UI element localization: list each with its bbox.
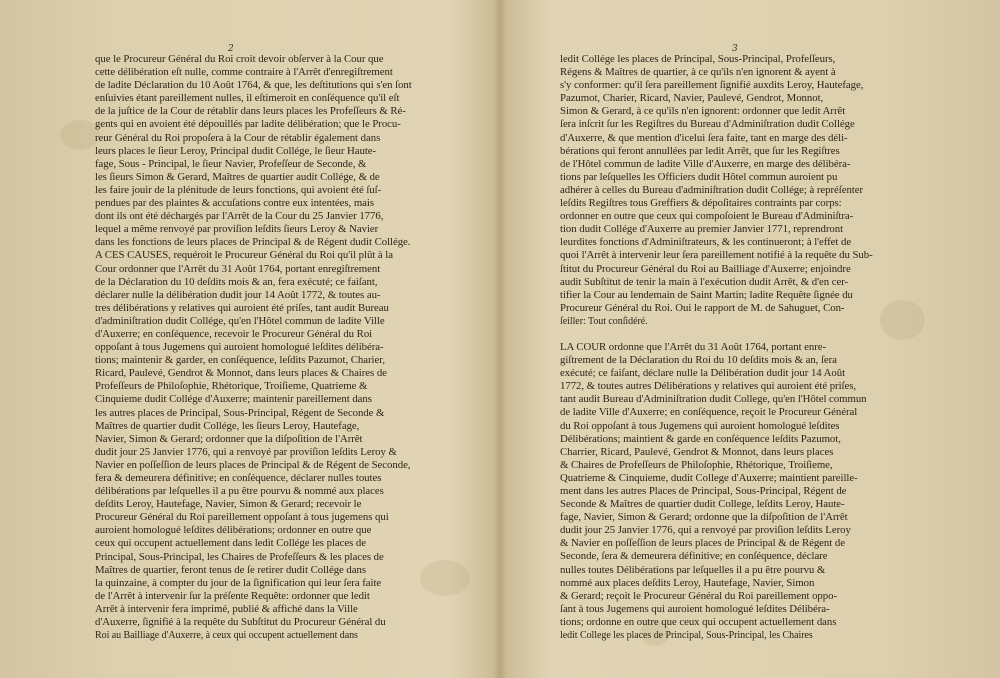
text-line: Seconde, ſera & demeurera définitive; en conſéquence, déclare [560, 551, 828, 563]
text-line: ſant à tous Jugemens qui auroient homologué leſdites Délibéra- [560, 603, 830, 615]
text-line: ment dans les autres Places de Principal, Sous-Principal, Régent de [560, 486, 847, 497]
text-line: de la juſtice de la Cour de rétablir dans leurs places les Profeſſeurs & Ré- [95, 106, 406, 118]
text-line: les ſieurs Simon & Gerard, Maîtres de quartier audit Collége, & de [95, 171, 380, 183]
right-page-text [560, 53, 900, 642]
text-line: que le Procureur Général du Roi croit devoir obſerver à la Cour que [95, 54, 384, 65]
text-line: délibérations par leſquelles il a pu être pourvu & nommé aux places [95, 486, 384, 498]
text-line: fage, Sous - Principal, le ſieur Navier, Profeſſeur de Seconde, & [95, 158, 367, 170]
text-line: fera & demeurera définitive; en conſéquence, déclarer nulles toutes [95, 473, 382, 484]
text-line: exécuté; ce faiſant, déclare nulle la Délibération dudit jour 14 Août [560, 368, 846, 380]
text-line: d'adminiſtration dudit Collége, qu'en l'Hôtel commun de ladite Ville [95, 315, 385, 327]
text-line: ſtitut du Procureur Général du Roi au Bailliage d'Auxerre; enjoindre [560, 263, 851, 275]
text-line: tres délibérations y relatives qui auroient été priſes, tant audit Bureau [95, 302, 389, 314]
text-line: lequel a même renvoyé par proviſion leſdits ſieurs Leroy & Navier [95, 224, 379, 236]
text-line: auroient homologué leſdites délibérations; ordonner en outre que [95, 525, 372, 537]
paragraph-gap [560, 328, 900, 341]
text-line: pendues par des plaintes & accuſations contre eux intentées, mais [95, 198, 375, 210]
text-line: ledit Collége les places de Principal, Sous-Principal, Profeſſeurs, [560, 54, 836, 65]
text-line: Roi au Bailliage d'Auxerre, à ceux qui occupent actuellement dans [95, 630, 358, 642]
text-line: leurs places le ſieur Leroy, Principal dudit Collége, le ſieur Haute- [95, 145, 377, 157]
text-line: Arrêt à intervenir fera imprimé, publié & affiché dans la Ville [95, 603, 358, 615]
text-line: d'Auxerre, ſignifié à la requête du Subſtitut du Procureur Général du [95, 617, 386, 629]
text-line: leſdits Regiſtres tous Greffiers & dépoſitaires contraints par corps: [560, 198, 842, 210]
text-line: Cinquieme dudit Collége d'Auxerre; maintenir pareillement dans [95, 394, 372, 406]
text-line: enſuivies étant pareillement nulles, il eſtimeroit en conſéquence qu'il eſt [95, 93, 400, 105]
text-line: dont ils ont été déchargés par l'Arrêt de la Cour du 25 Janvier 1776, [95, 211, 384, 223]
text-line: Quatrieme & Cinquieme, dudit College d'Auxerre; maintient pareille- [560, 472, 858, 484]
text-line: déclarer nulle la délibération dudit jour 14 Août 1772, & toutes au- [95, 289, 381, 301]
text-line: Charrier, Ricard, Paulevé, Gendrot & Monnot, dans leurs places [560, 446, 834, 458]
text-line: de ladite Ville d'Auxerre; en conſéquence, reçoit le Procureur Général [560, 407, 858, 419]
text-line: Maîtres de quartier, feront tenus de ſe retirer dudit Collége dans [95, 564, 367, 576]
text-line: 1772, & toutes autres Délibérations y relatives qui auroient été priſes, [560, 381, 857, 393]
text-line: & Navier en poſſeſſion de leurs places de Principal & de Régent de [560, 538, 845, 550]
text-line: dudit jour 25 Janvier 1776, qui a renvoyé par proviſion leſdits Leroy [560, 525, 851, 537]
text-line: leurdites fonctions d'Adminiſtrateurs, & les continueront; à l'effet de [560, 237, 852, 249]
text-line: la quinzaine, à compter du jour de la ſignification qui leur ſera faite [95, 577, 382, 589]
text-line: Cour ordonner que l'Arrêt du 31 Août 1764, portant enregiſtrement [95, 263, 381, 275]
text-line: d'Auxerre, & que mention d'icelui ſera faite, tant en marge des déli- [560, 132, 848, 144]
text-line: Ricard, Paulevé, Gendrot & Monnot, dans leurs places & Chaires de [95, 368, 387, 380]
text-line: tion dudit Collége d'Auxerre au premier Janvier 1771, reprendront [560, 224, 844, 236]
text-line: Régens & Maîtres de quartier, à ce qu'ils n'en ignorent & ayent à [560, 67, 836, 79]
text-line: s'y conformer: qu'il ſera pareillement ſignifié auxdits Leroy, Hautefage, [560, 80, 864, 92]
text-line: ceux qui occupent actuellement dans ledit Collége les places de [95, 538, 367, 550]
text-line: Délibérations; maintient & garde en conſéquence leſdits Pazumot, [560, 433, 841, 445]
text-line: Seconde & Maîtres de quartier dudit College, leſdits Leroy, Haute- [560, 499, 845, 511]
page-number: 3 [732, 44, 738, 54]
text-line: & Chaires de Profeſſeurs de Philoſophie, Rhétorique, Troiſieme, [560, 459, 833, 471]
text-line: de la Déclaration du 10 deſdits mois & an, fera exécuté; ce faiſant, [95, 276, 378, 288]
text-line: adhérer à celles du Bureau d'adminiſtration dudit Collége; à repréſenter [560, 184, 864, 196]
text-line: Navier en poſſeſſion de leurs places de Principal & de Régent de Seconde, [95, 459, 411, 471]
text-line: fage, Navier, Simon & Gerard; ordonne que la diſpoſition de l'Arrêt [560, 512, 848, 524]
text-line: Principal, Sous-Principal, les Chaires de Profeſſeurs & les places de [95, 551, 384, 563]
text-line: & Gerard; reçoit le Procureur Général du Roi pareillement oppo- [560, 590, 838, 602]
text-line: ſera inſcrit ſur les Regiſtres du Bureau d'Adminiſtration dudit Collége [560, 119, 855, 131]
text-line: cette délibération eſt nulle, comme contraire à l'Arrêt d'enregiſtrement [95, 67, 393, 79]
text-line: Maîtres de quartier dudit Collége, les ſieurs Leroy, Hautefage, [95, 420, 360, 432]
text-line: deſdits Leroy, Hautefage, Navier, Simon & Gerard; recevoir le [95, 499, 362, 511]
text-line: Pazumot, Charier, Ricard, Navier, Paulevé, Gendrot, Monnot, [560, 93, 824, 105]
text-line: du Roi oppoſant à tous Jugemens qui auroient homologué leſdites [560, 420, 840, 432]
text-line: Procureur Général du Roi pareillement oppoſant à tous jugemens qui [95, 512, 389, 524]
text-line: A CES CAUSES, requéroit le Procureur Général du Roi qu'il plût à la [95, 250, 393, 262]
text-line: de l'Arrêt à intervenir ſur la préſente Requête: ordonner que ledit [95, 590, 370, 602]
text-line: audit Subſtitut de tenir la main à l'exécution dudit Arrêt, & d'en cer- [560, 276, 849, 288]
text-line: les faire jouir de la plénitude de leurs fonctions, qui avoient été ſuſ- [95, 184, 382, 196]
text-line: bérations qui feront annullées par ledit Arrêt, que ſur les Regiſtres [560, 145, 840, 157]
text-line: giſtrement de la Déclaration du Roi du 10 deſdits mois & an, ſera [560, 355, 837, 367]
left-page-text [95, 53, 425, 642]
text-line: Navier, Simon & Gerard; ordonner que la diſpoſition de l'Arrêt [95, 433, 363, 445]
text-line: tions par leſquelles les Officiers dudit Hôtel commun auroient pu [560, 171, 838, 183]
text-line: tions; maintenir & garder, en conſéquence, leſdits Pazumot, Charier, [95, 355, 385, 367]
text-line: dudit jour 25 Janvier 1776, qui a renvoyé par proviſion leſdits Leroy & [95, 446, 397, 458]
text-line: ledit College les places de Principal, Sous-Principal, les Chaires [560, 630, 813, 642]
text-line: nommé aux places deſdits Leroy, Hautefage, Navier, Simon [560, 577, 815, 589]
text-line: ordonner en outre que ceux qui compoſoient le Bureau d'Adminiſtra- [560, 211, 854, 223]
text-line: ſeiller: Tout conſidéré. [560, 315, 648, 327]
text-line: tant audit Bureau d'Adminiſtration dudit College, qu'en l'Hôtel commun [560, 394, 867, 406]
text-line: d'Auxerre; en conſéquence, recevoir le Procureur Général du Roi [95, 328, 373, 340]
text-line: reur Général du Roi propoſera à la Cour de rétablir également dans [95, 132, 381, 144]
text-line: LA COUR ordonne que l'Arrêt du 31 Août 1764, portant enre- [560, 341, 827, 353]
text-line: Procureur Général du Roi. Oui le rapport de M. de Sahuguet, Con- [560, 302, 845, 314]
text-line: quoi l'Arrêt à intervenir leur ſera pareillement notifié à la requête du Sub- [560, 250, 873, 262]
text-line: Profeſſeurs de Philoſophie, Rhétorique, Troiſieme, Quatrieme & [95, 381, 368, 393]
text-line: tions; ordonne en outre que ceux qui occupent actuellement dans [560, 616, 837, 628]
text-line: dans les fonctions de leurs places de Principal & de Régent dudit Collége. [95, 237, 411, 249]
right-page [500, 0, 1000, 678]
text-line: tifier la Cour au lendemain de Saint Martin; ladite Requête ſignée du [560, 289, 853, 301]
text-line: oppoſant à tous Jugemens qui auroient homologué leſdites délibéra- [95, 342, 384, 354]
text-line: nulles toutes Délibérations par leſquelles il a pu être pourvu & [560, 564, 826, 576]
text-line: de ladite Déclaration du 10 Août 1764, & que, les deſtitutions qui s'en ſont [95, 80, 412, 92]
page-number: 2 [228, 44, 234, 54]
text-line: Simon & Gerard, à ce qu'ils n'en ignorent: ordonner que ledit Arrêt [560, 106, 846, 118]
text-line: les autres places de Principal, Sous-Principal, Régent de Seconde & [95, 407, 385, 419]
text-line: gents qui en avoient été dépouillés par ladite délibération; que le Procu- [95, 119, 401, 131]
text-line: de l'Hôtel commun de ladite Ville d'Auxerre, en marge des délibéra- [560, 158, 851, 170]
